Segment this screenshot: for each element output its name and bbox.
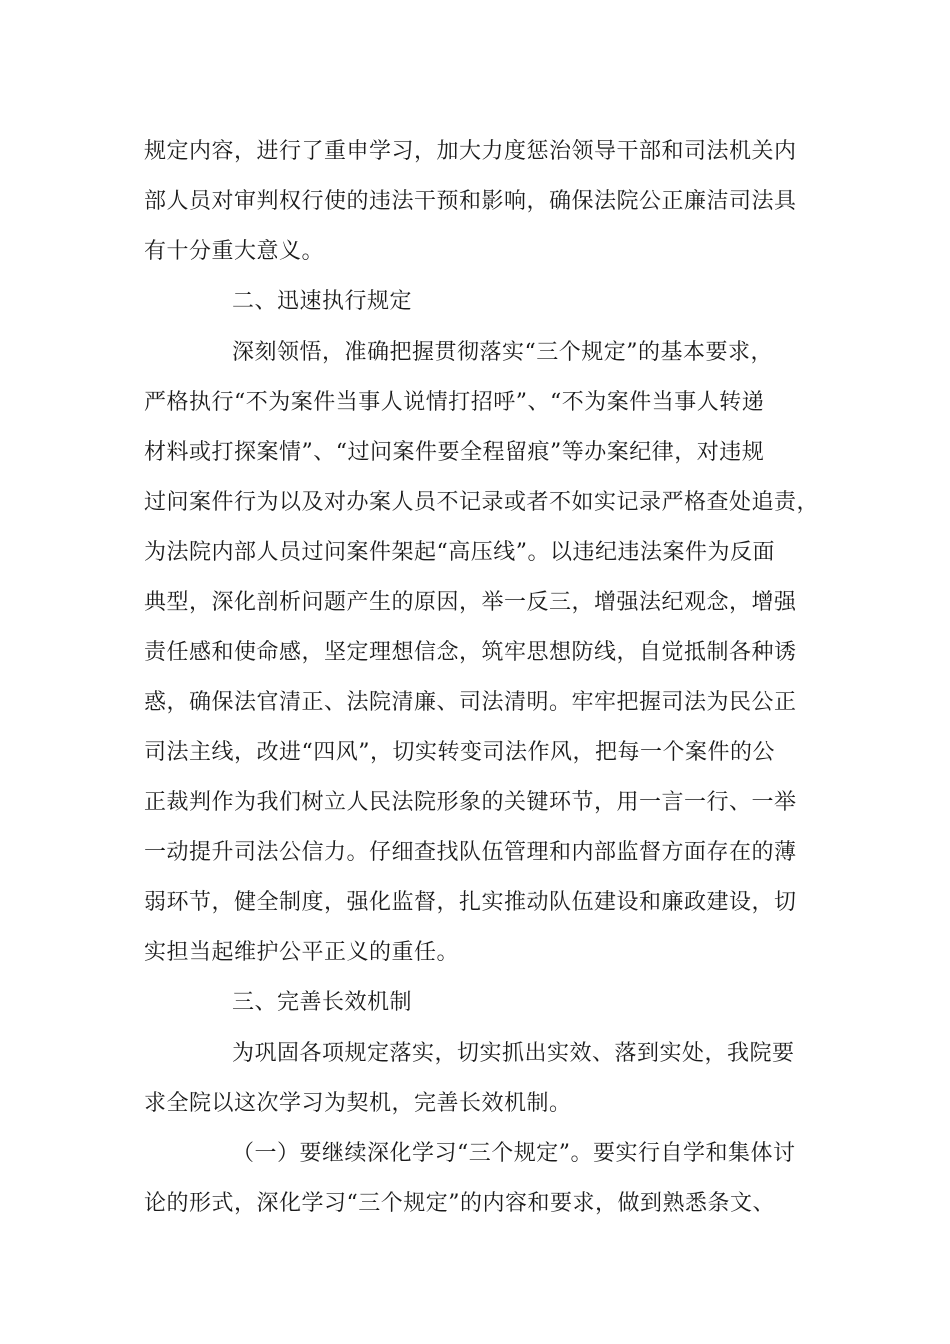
text-line: 材料或打探案情”、“过问案件要全程留痕”等办案纪律，对违规 [144,440,765,465]
text-line: 严格执行“不为案件当事人说情打招呼”、“不为案件当事人转递 [144,390,765,415]
text-line: 规定内容，进行了重申学习，加大力度惩治领导干部和司法机关内 [144,139,797,164]
section-heading: 二、迅速执行规定 [232,289,413,314]
text-line: 典型，深化剖析问题产生的原因，举一反三，增强法纪观念，增强 [144,590,797,615]
text-line: 求全院以这次学习为契机，完善长效机制。 [144,1091,572,1116]
text-line: 弱环节，健全制度，强化监督，扎实推动队伍建设和廉政建设，切 [144,890,797,915]
text-line: 论的形式，深化学习“三个规定”的内容和要求，做到熟悉条文、 [144,1191,775,1216]
text-line: 为巩固各项规定落实，切实抓出实效、落到实处，我院要 [232,1041,795,1066]
text-line: 司法主线，改进“四风”，切实转变司法作风，把每一个案件的公 [144,740,775,765]
text-line: 过问案件行为以及对办案人员不记录或者不如实记录严格查处追责， [144,490,820,515]
text-line: 责任感和使命感，坚定理想信念，筑牢思想防线，自觉抵制各种诱 [144,640,797,665]
text-line: （一）要继续深化学习“三个规定”。要实行自学和集体讨 [232,1141,796,1166]
text-line: 部人员对审判权行使的违法干预和影响，确保法院公正廉洁司法具 [144,189,797,214]
text-line: 有十分重大意义。 [144,239,325,264]
text-line: 实担当起维护公平正义的重任。 [144,940,460,965]
text-line: 为法院内部人员过问案件架起“高压线”。以违纪违法案件为反面 [144,540,775,565]
text-line: 深刻领悟，准确把握贯彻落实“三个规定”的基本要求， [232,340,773,365]
text-line: 一动提升司法公信力。仔细查找队伍管理和内部监督方面存在的薄 [144,840,797,865]
section-heading: 三、完善长效机制 [232,990,413,1015]
text-line: 惑，确保法官清正、法院清廉、司法清明。牢牢把握司法为民公正 [144,690,797,715]
text-line: 正裁判作为我们树立人民法院形象的关键环节，用一言一行、一举 [144,790,797,815]
